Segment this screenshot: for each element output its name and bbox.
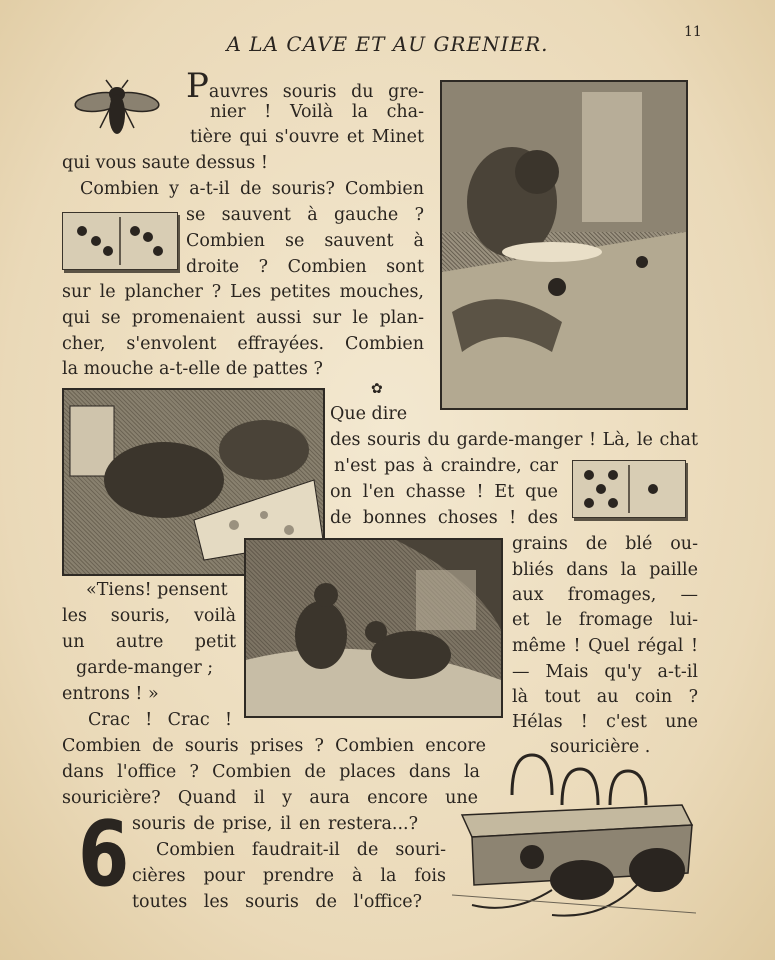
text-line: droite ? Combien sont — [186, 257, 424, 277]
text-line: Combien faudrait-il de souri- — [156, 840, 446, 860]
drop-cap: P — [186, 66, 209, 106]
ornament-icon: ✿ — [371, 381, 383, 397]
mousetrap-illustration — [452, 745, 696, 925]
text-line: aux fromages, — — [512, 585, 698, 605]
text-line: cher, s'envolent effrayées. Combien — [62, 334, 424, 354]
text-line: Que dire — [330, 404, 408, 424]
text-line: qui vous saute dessus ! — [62, 153, 268, 173]
text-line: bliés dans la paille — [512, 560, 698, 580]
text-line: les souris, voilà — [62, 606, 236, 626]
text-line: «Tiens! pensent — [86, 580, 228, 600]
text-line: et le fromage lui- — [512, 610, 698, 630]
text-line: se sauvent à gauche ? — [186, 205, 424, 225]
text-line: nier ! Voilà la cha- — [210, 102, 424, 122]
text-line: de bonnes choses ! des — [330, 508, 558, 528]
text-line: un autre petit — [62, 632, 236, 652]
text-line: cières pour prendre à la fois — [132, 866, 446, 886]
text-line: Crac ! Crac ! — [88, 710, 232, 730]
text-line: sur le plancher ? Les petites mouches, — [62, 282, 424, 302]
text-line: Hélas ! c'est une — [512, 712, 698, 732]
text-line: entrons ! » — [62, 684, 159, 704]
cat-mouse-illustration — [440, 80, 688, 410]
domino-icon — [572, 460, 686, 518]
text-line: la mouche a-t-elle de pattes ? — [62, 359, 323, 379]
mice-straw-illustration — [244, 538, 503, 718]
page-title: A LA CAVE ET AU GRENIER. — [226, 32, 549, 56]
lesson-number: 6 — [78, 802, 130, 907]
text-line: des souris du garde-manger ! Là, le chat — [330, 430, 698, 450]
text-line: même ! Quel régal ! — [512, 636, 698, 656]
fly-icon — [72, 78, 162, 140]
text-line: souricière? Quand il y aura encore une — [62, 788, 478, 808]
text-line: Combien y a-t-il de souris? Combien — [80, 179, 424, 199]
text-line: qui se promenaient aussi sur le plan- — [62, 308, 424, 328]
text-line: Pauvres souris du gre- — [186, 66, 424, 106]
text-line: souris de prise, il en restera...? — [132, 814, 418, 834]
text-line: toutes les souris de l'office? — [132, 892, 422, 912]
page-number: 11 — [684, 24, 702, 40]
text-line: là tout au coin ? — [512, 687, 698, 707]
text-line: garde-manger ; — [76, 658, 214, 678]
text-line: Combien se sauvent à — [186, 231, 424, 251]
text-line: dans l'office ? Combien de places dans la — [62, 762, 480, 782]
text-line: n'est pas à craindre, car — [334, 456, 558, 476]
text-line: — Mais qu'y a-t-il — [512, 662, 698, 682]
text-line: souricière . — [550, 737, 651, 757]
text-line: tière qui s'ouvre et Minet — [190, 127, 424, 147]
text-line: grains de blé ou- — [512, 534, 698, 554]
domino-icon — [62, 212, 178, 270]
text-line: on l'en chasse ! Et que — [330, 482, 558, 502]
text-line: Combien de souris prises ? Combien encore — [62, 736, 486, 756]
